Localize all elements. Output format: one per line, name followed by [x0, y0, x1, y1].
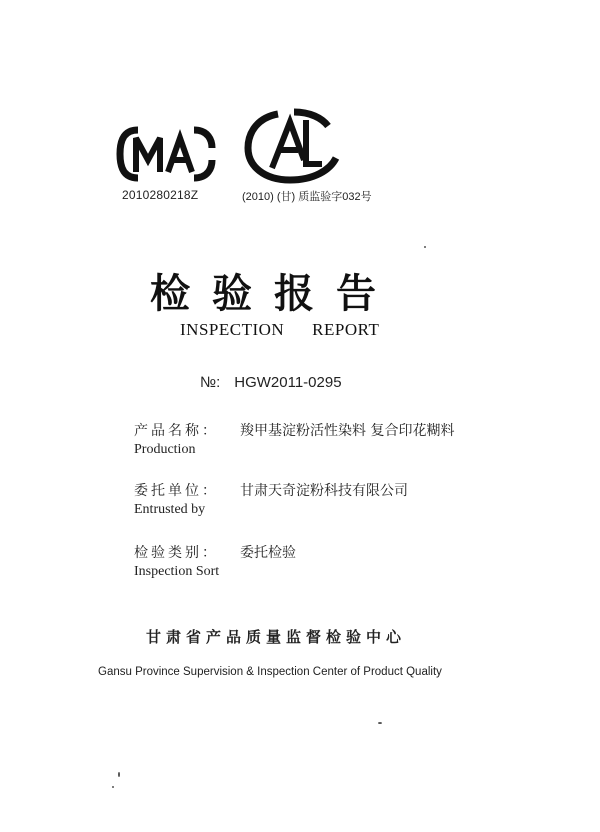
scan-speck — [424, 246, 426, 248]
organization-name-english: Gansu Province Supervision & Inspection Center of Product Quality — [98, 666, 442, 678]
field-label-zh: 委托单位： — [134, 483, 219, 499]
title-english-word-2: REPORT — [312, 320, 380, 339]
field-production — [134, 420, 454, 458]
cal-cert-number: (2010) (甘) 质监验字032号 — [242, 191, 372, 203]
report-number — [200, 374, 342, 391]
report-title-chinese: 检验报告 — [150, 271, 398, 317]
field-label-zh: 产品名称： — [134, 423, 219, 439]
scan-speck — [378, 722, 382, 724]
cal-logo — [244, 108, 344, 184]
field-value: 羧甲基淀粉活性染料 复合印花糊料 — [240, 423, 455, 439]
scan-speck — [118, 772, 120, 777]
field-value: 委托检验 — [240, 545, 296, 561]
field-label-zh: 检验类别： — [134, 545, 219, 561]
field-entrusted-by — [134, 480, 408, 518]
field-label-en: Production — [134, 442, 196, 457]
field-value: 甘肃天奇淀粉科技有限公司 — [240, 483, 408, 499]
cma-cert-number: 2010280218Z — [122, 188, 199, 202]
field-label-en: Entrusted by — [134, 502, 206, 517]
organization-name-chinese: 甘肃省产品质量监督检验中心 — [146, 628, 407, 646]
report-number-value: HGW2011-0295 — [234, 374, 342, 391]
scan-speck — [112, 786, 114, 788]
report-title-english — [180, 320, 379, 340]
cma-logo — [116, 126, 216, 182]
report-number-label: №: — [200, 374, 221, 391]
title-english-word-1: INSPECTION — [180, 320, 285, 339]
field-label-en: Inspection Sort — [134, 564, 220, 579]
field-inspection-sort — [134, 542, 296, 580]
